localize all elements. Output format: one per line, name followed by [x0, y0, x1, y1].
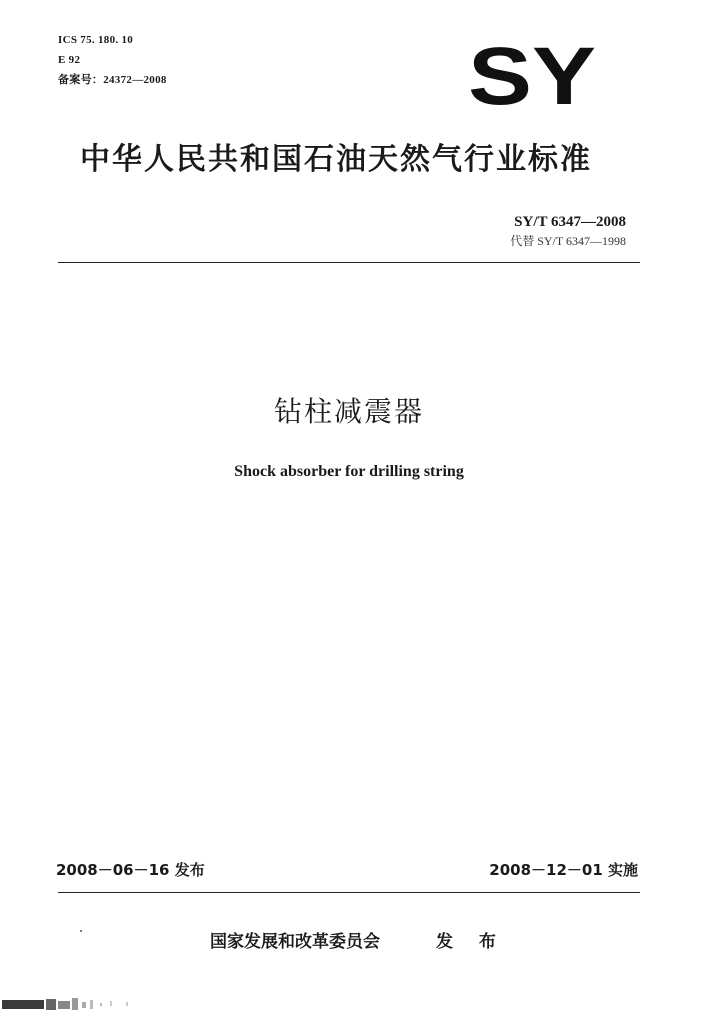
record-number: 备案号：24372—2008	[58, 74, 167, 86]
document-title-cn: 钻柱减震器	[273, 395, 424, 428]
issue-date: 2008－06－16 发布	[56, 861, 205, 879]
classification-code: E 92	[58, 54, 81, 66]
scan-noise-mark	[0, 994, 140, 1016]
document-title-en: Shock absorber for drilling string	[234, 463, 464, 480]
standard-code: SY/T 6347—2008	[514, 214, 626, 230]
sy-logo	[466, 40, 598, 120]
sy-logo-text: SY	[468, 40, 596, 120]
issuer-name: 国家发展和改革委员会	[210, 932, 380, 952]
main-title: 中华人民共和国石油天然气行业标准	[80, 142, 592, 177]
issuer-action: 发 布	[436, 932, 506, 952]
standard-replaces: 代替 SY/T 6347—1998	[510, 234, 626, 248]
top-divider	[58, 262, 640, 263]
bottom-divider	[58, 892, 640, 893]
ics-code: ICS 75. 180. 10	[58, 34, 134, 46]
scan-speck	[80, 930, 82, 932]
implementation-date: 2008－12－01 实施	[489, 861, 638, 879]
